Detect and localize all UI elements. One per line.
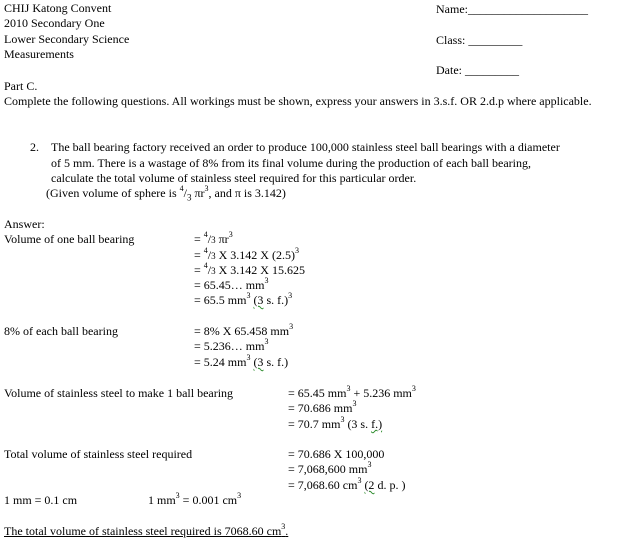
class-blank: _________: [468, 33, 523, 47]
question-number: 2.: [30, 140, 39, 154]
vol-line-3: = $^4$/3 X 3.142 X 15.625: [194, 261, 305, 277]
conversion-1: 1 mm = 0.1 cm: [4, 493, 78, 507]
total-line-2: = 7,068,600 $mm^3$: [288, 460, 372, 476]
steel-label: Volume of stainless steel to make 1 ball bearing: [4, 386, 234, 400]
name-label: Name:: [436, 2, 468, 16]
vol-line-2: = $^4$/3 X 3.142 X $(2.5)^3$: [194, 246, 299, 262]
question-line-3: calculate the total volume of stainless steel required for this particular order.: [51, 171, 417, 185]
date-field[interactable]: [436, 63, 519, 78]
question-line-2: of 5 mm. There is a wastage of 8% from its final volume during the production of each ball bearing,: [51, 156, 531, 170]
pct-line-3: = 5.24 $mm^3$ (3 s. f.): [194, 353, 289, 369]
total-label: Total volume of stainless steel required: [4, 447, 193, 461]
vol-label: Volume of one ball bearing: [4, 232, 135, 246]
topic: Measurements: [4, 47, 74, 61]
given-formula: (Given volume of sphere is $^4/_3$ $\pi r^3$, and π is 3.142): [46, 184, 286, 203]
school-name: CHIJ Katong Convent: [4, 1, 112, 15]
name-blank: ____________________: [468, 2, 588, 16]
pct-line-2: = 5.236… $mm^3$: [194, 337, 269, 353]
class-field[interactable]: [436, 33, 522, 48]
class-label: Class:: [436, 33, 466, 47]
total-line-1: = 70.686 X 100,000: [288, 447, 385, 461]
part-label: Part C.: [4, 79, 38, 93]
pct-line-1: = 8% X 65.458 $mm^3$: [194, 322, 294, 338]
vol-line-5: = 65.5 $mm^3$ (3 s. f.)$^3$: [194, 291, 293, 307]
name-field[interactable]: [436, 2, 588, 17]
date-blank: _________: [465, 63, 519, 77]
subject: Lower Secondary Science: [4, 32, 130, 46]
total-line-3: = 7,068.60 $cm^3$ (2 d. p. ): [288, 476, 406, 492]
class-level: 2010 Secondary One: [4, 16, 105, 30]
instructions: Complete the following questions. All workings must be shown, express your answers in 3.s.f. OR 2.d.p where applicable.: [4, 94, 592, 108]
conversion-2: 1 $mm^3 = 0.001$ $cm^3$: [148, 491, 242, 507]
answer-label: Answer:: [4, 217, 45, 231]
steel-line-3: = 70.7 $mm^3$ (3 s. f.): [288, 415, 383, 431]
conclusion: The total volume of stainless steel required is 7068.60 $cm^3$.: [4, 522, 289, 538]
steel-line-2: = 70.686 $mm^3$: [288, 399, 357, 415]
vol-line-1: = $^4$/3 $\pi r^3$: [194, 230, 233, 246]
date-label: Date:: [436, 63, 462, 77]
pct-label: 8% of each ball bearing: [4, 324, 118, 338]
vol-line-4: = 65.45… $mm^3$: [194, 276, 269, 292]
steel-line-1: = 65.45 $mm^3 + 5.236$ $mm^3$: [288, 384, 416, 400]
question-line-1: The ball bearing factory received an order to produce 100,000 stainless steel ball bearings with a diameter: [51, 140, 560, 154]
